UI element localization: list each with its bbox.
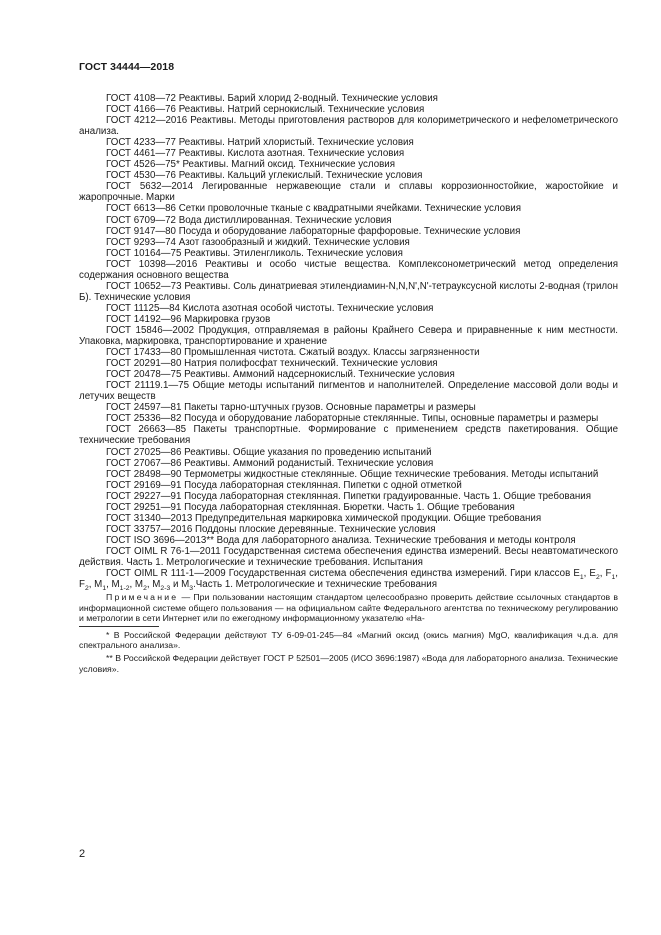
reference-item: ГОСТ 29251—91 Посуда лабораторная стеклянная. Бюретки. Часть 1. Общие требования xyxy=(106,501,515,513)
reference-item: ГОСТ 4526—75* Реактивы. Магний оксид. Технические условия xyxy=(106,159,396,171)
document-header: ГОСТ 34444—2018 xyxy=(79,61,175,73)
reference-item: ГОСТ 26663—85 Пакеты транспортные. Формирование с применением средств пакетирования. Общие технические требования xyxy=(79,424,618,447)
reference-item: ГОСТ 27067—86 Реактивы. Аммоний роданистый. Технические условия xyxy=(106,457,434,469)
reference-item: ГОСТ 24597—81 Пакеты тарно-штучных грузов. Основные параметры и размеры xyxy=(106,402,476,414)
reference-item: ГОСТ 15846—2002 Продукция, отправляемая в районы Крайнего Севера и приравненные к ним местности. Упаковка, маркировка, транспортирование и хранение xyxy=(79,324,618,348)
reference-item: ГОСТ 10164—75 Реактивы. Этиленгликоль. Технические условия xyxy=(106,247,403,259)
reference-item: ГОСТ 4108—72 Реактивы. Барий хлорид 2-водный. Технические условия xyxy=(106,93,438,104)
reference-item: ГОСТ 6709—72 Вода дистиллированная. Технические условия xyxy=(106,214,392,226)
footnote-divider xyxy=(79,626,159,627)
reference-item: ГОСТ 31340—2013 Предупредительная маркировка химической продукции. Общие требования xyxy=(106,512,542,524)
reference-item: ГОСТ 4461—77 Реактивы. Кислота азотная. Технические условия xyxy=(106,148,405,160)
note-label: Примечание xyxy=(106,592,179,603)
reference-item: ГОСТ 4166—76 Реактивы. Натрий сернокислый. Технические условия xyxy=(106,104,425,116)
reference-item: ГОСТ 11125—84 Кислота азотная особой чистоты. Технические условия xyxy=(106,302,434,314)
reference-item: ГОСТ 29227—91 Посуда лабораторная стеклянная. Пипетки градуированные. Часть 1. Общие требования xyxy=(106,490,591,502)
reference-item: ГОСТ ISO 3696—2013** Вода для лабораторного анализа. Технические требования и методы контроля xyxy=(106,534,576,546)
reference-item: ГОСТ 29169—91 Посуда лабораторная стеклянная. Пипетки с одной отметкой xyxy=(106,479,462,491)
footnotes xyxy=(79,630,618,674)
reference-item: ГОСТ 14192—96 Маркировка грузов xyxy=(106,313,271,325)
reference-item: ГОСТ 9293—74 Азот газообразный и жидкий. Технические условия xyxy=(106,236,410,248)
reference-item: ГОСТ 10652—73 Реактивы. Соль динатриевая этилендиамин-N,N,N',N'-тетрауксусной кислоты 2-водная (трилон Б). Технические условия xyxy=(79,280,618,303)
footnote-2: ** В Российской Федерации действует ГОСТ Р 52501—2005 (ИСО 3696:1987) «Вода для лабораторного анализа. Технические условия». xyxy=(79,653,618,674)
reference-item: ГОСТ 21119.1—75 Общие методы испытаний пигментов и наполнителей. Определение массовой доли воды и летучих веществ xyxy=(79,380,618,403)
reference-item: ГОСТ 4233—77 Реактивы. Натрий хлористый. Технические условия xyxy=(106,137,414,149)
footnote-1: * В Российской Федерации действуют ТУ 6-09-01-245—84 «Магний оксид (окись магния) MgO, квалификация ч.д.а. для спектрального анализа». xyxy=(79,629,618,651)
reference-item: ГОСТ 20291—80 Натрия полифосфат технический. Технические условия xyxy=(106,358,438,370)
references-list xyxy=(79,93,618,568)
reference-item: ГОСТ 33757—2016 Поддоны плоские деревянные. Технические условия xyxy=(106,523,436,535)
reference-item: ГОСТ 27025—86 Реактивы. Общие указания по проведению испытаний xyxy=(106,446,432,458)
reference-item: ГОСТ 4530—76 Реактивы. Кальций углекислый. Технические условия xyxy=(106,170,423,182)
reference-item: ГОСТ 6613—86 Сетки проволочные тканые с квадратными ячейками. Технические условия xyxy=(106,203,522,215)
reference-item: ГОСТ 17433—80 Промышленная чистота. Сжатый воздух. Классы загрязненности xyxy=(106,347,480,359)
reference-item: ГОСТ 5632—2014 Легированные нержавеющие стали и сплавы коррозионностойкие, жаростойкие и жаропрочные. Марки xyxy=(79,181,618,204)
reference-item: ГОСТ 9147—80 Посуда и оборудование лабораторные фарфоровые. Технические условия xyxy=(106,225,521,237)
reference-item: ГОСТ 10398—2016 Реактивы и особо чистые вещества. Комплексонометрический метод определения содержания основного вещества xyxy=(79,258,618,281)
reference-item: ГОСТ OIML R 76-1—2011 Государственная система обеспечения единства измерений. Весы неавтоматического действия. Часть 1. Метрологические и технические требования. Испытания xyxy=(79,545,618,568)
reference-item: ГОСТ 28498—90 Термометры жидкостные стеклянные. Общие технические требования. Методы испытаний xyxy=(106,468,599,480)
reference-item: ГОСТ 25336—82 Посуда и оборудование лабораторные стеклянные. Типы, основные параметры и размеры xyxy=(106,413,599,425)
note-paragraph xyxy=(79,592,618,624)
normative-references xyxy=(79,93,618,674)
reference-item: ГОСТ 20478—75 Реактивы. Аммоний надсернокислый. Технические условия xyxy=(106,369,455,381)
reference-item-last: ГОСТ OIML R 111-1—2009 Государственная система обеспечения единства измерений. Гири классов $E_1$, $E_2$, $F_1$, $F_2$, $M_1$, $M_{1-2}$, $M_2$, $M_{2-3}$ и $M_3.Часть$ 1. Метрологические и технические требования xyxy=(79,568,618,592)
reference-item: ГОСТ 4212—2016 Реактивы. Методы приготовления растворов для колориметрического и нефелометрического анализа. xyxy=(79,115,618,138)
page-number: 2 xyxy=(79,848,86,860)
note-text: — При пользовании настоящим стандартом целесообразно проверить действие ссылочных стандартов в информационной системе общего пользования — на официальном сайте Федерального агентства по техническому регулированию и метрологии в сети Интернет или по ежегодному информационному указателю «На- xyxy=(79,592,618,624)
